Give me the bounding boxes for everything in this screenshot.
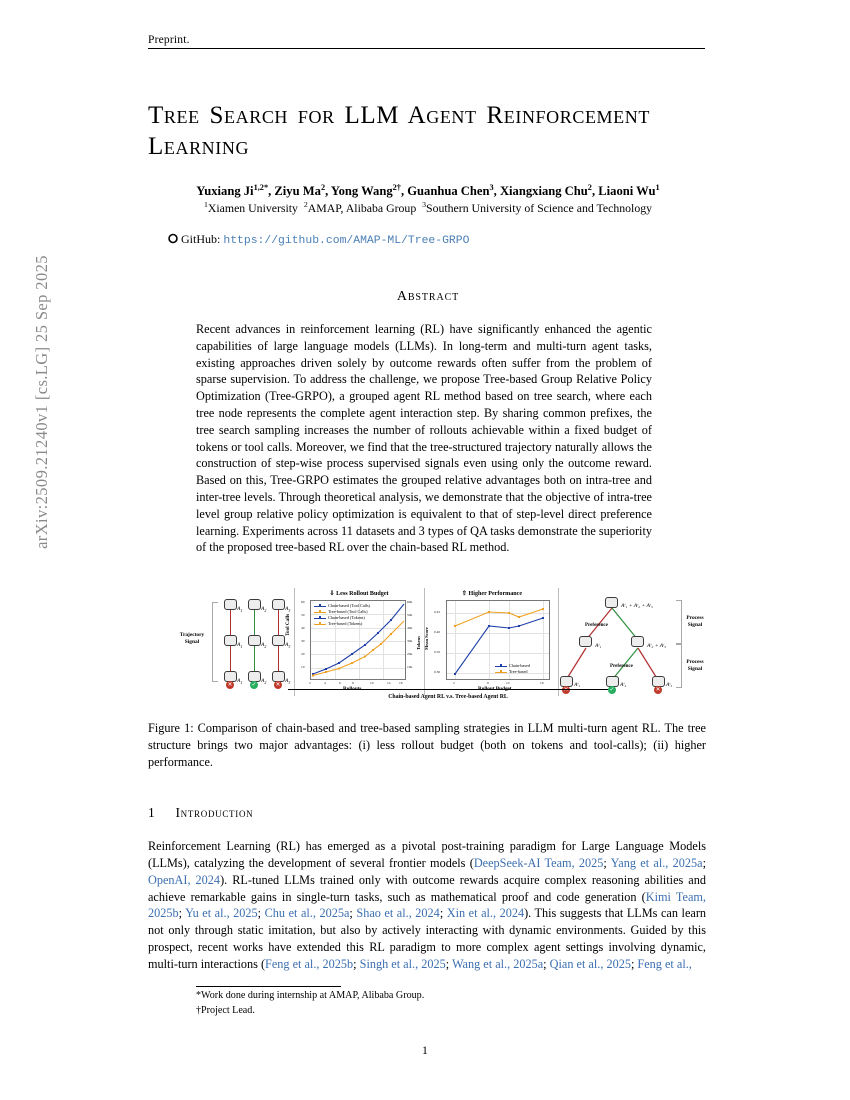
legend-marker xyxy=(319,604,322,607)
legend-label: Tree-based (Tokens) xyxy=(328,621,363,626)
github-line xyxy=(168,232,708,247)
citation-link[interactable]: Feng et al., 2025b xyxy=(265,956,354,971)
x-tick: 16 xyxy=(540,680,544,685)
section-heading xyxy=(148,805,706,821)
figure-caption: Figure 1: Comparison of chain-based and tree-based sampling strategies in LLM multi-turn agent RL. The tree structure brings two major advantages: (i) less rollout budget (both on tokens and tool-calls); (ii) higher performance. xyxy=(148,721,706,769)
chain-node xyxy=(272,635,285,646)
x-tick: 10 xyxy=(506,680,510,685)
chain-node xyxy=(224,599,237,610)
x-axis-label: Rollouts xyxy=(343,686,362,692)
x-tick: 4 xyxy=(324,680,326,685)
legend-label: Tree-based (Tool Calls) xyxy=(328,609,368,614)
intro-text-1: Reinforcement Learning (RL) has emerged as a pivotal post-training paradigm for Large Language Models (LLMs), catalyzing the development of several frontier models ( xyxy=(148,839,706,870)
legend-label: Chain-based (Tool Calls) xyxy=(328,603,371,608)
sep: ; xyxy=(178,906,186,921)
success-marker: ✓ xyxy=(251,681,257,688)
page-title: Tree Search for LLM Agent Reinforcement Learning xyxy=(148,102,650,160)
page-number: 1 xyxy=(422,1043,428,1057)
legend-label: Chain-based xyxy=(509,663,530,668)
chart-legend xyxy=(495,663,530,675)
chain-node-label: $A_1$ xyxy=(237,642,243,650)
y-tick: 0.30 xyxy=(434,670,441,674)
author-list xyxy=(148,183,708,201)
y-tick: 20 xyxy=(301,652,305,656)
y-tick: 0.40 xyxy=(434,630,441,634)
chain-node-label: $A_1$ xyxy=(237,606,243,614)
citation-link[interactable]: Kimi Team, 2025b xyxy=(148,889,706,921)
chain-node-label: $A_2$ xyxy=(261,678,267,686)
legend-item xyxy=(495,669,530,675)
legend-marker xyxy=(319,622,322,625)
process-signal-label-upper: Process Signal xyxy=(686,615,704,628)
chart-legend xyxy=(314,603,370,627)
footnote-1: *Work done during internship at AMAP, Alibaba Group. xyxy=(196,990,425,1001)
intro-paragraph xyxy=(148,838,706,973)
legend-label: Chain-based (Tokens) xyxy=(328,615,365,620)
y-tick: 0.35 xyxy=(434,650,441,654)
y-tick: 50 xyxy=(301,613,305,617)
tree-node-root-label: Aᵗ₁ + Aᵗ₂ + Aᵗ₃ xyxy=(621,603,653,609)
y2-tick: 10k xyxy=(407,665,413,669)
page-header xyxy=(148,34,705,49)
legend-marker xyxy=(500,670,503,673)
panel-divider xyxy=(558,588,559,696)
y2-axis-label: Tokens xyxy=(416,636,421,650)
tree-node-root xyxy=(605,597,618,608)
legend-label: Tree-based xyxy=(509,669,528,674)
tree-node-mid-right xyxy=(631,636,644,647)
legend-item xyxy=(314,621,370,627)
fail-marker: ✕ xyxy=(227,681,233,688)
chain-node-label: $A_3$ xyxy=(285,606,291,614)
x-tick: 6 xyxy=(339,680,341,685)
y-tick: 60 xyxy=(301,600,305,604)
y-tick: 40 xyxy=(301,626,305,630)
x-tick: 16 xyxy=(399,680,403,685)
github-label: GitHub: xyxy=(181,232,221,246)
arxiv-stamp: arXiv:2509.21240v1 [cs.LG] 25 Sep 2025 xyxy=(32,255,51,549)
y2-tick: 60k xyxy=(407,600,413,604)
citation-link[interactable]: Singh et al., 2025 xyxy=(359,956,446,971)
fail-marker: ✕ xyxy=(563,686,569,693)
y2-tick: 20k xyxy=(407,652,413,656)
footnote-2: †Project Lead. xyxy=(196,1004,255,1016)
trajectory-signal-label: Trajectory Signal xyxy=(179,632,205,645)
citation-link[interactable]: Chu et al., 2025a xyxy=(264,906,350,921)
chain-node xyxy=(272,599,285,610)
citation-link[interactable]: DeepSeek-AI Team, 2025 xyxy=(473,855,604,870)
sep: ; xyxy=(353,956,360,971)
abstract-text: Recent advances in reinforcement learning (RL) have significantly enhanced the agentic capabilities of large language models (LLMs). In long-term and multi-turn agent tasks, existing approaches driven solely by outcome rewards often suffer from the problem of sparse supervision. To address the challenge, we propose Tree-based Group Relative Policy Optimization (Tree-GRPO), a grouped agent RL method based on tree search, where each tree node represents the complete agent interaction step. By sharing common prefixes, the tree search sampling increases the number of rollouts achievable within a fixed budget of tokens or tool calls. Moreover, we find that the tree-structured trajectory naturally allows the construction of step-wise process supervised signals even using only the outcome reward. Based on this, Tree-GRPO estimates the grouped relative advantages both on intra-tree and inter-tree levels. Through theoretical analysis, we demonstrate that the objective of intra-tree level group relative policy optimization is equivalent to that of step-level direct preference learning. Experiments across 11 datasets and 3 types of QA tasks demonstrate the superiority of the proposed tree-based RL over the chain-based RL method. xyxy=(196,322,652,555)
sep: ; xyxy=(603,855,611,870)
success-marker: ✓ xyxy=(609,686,615,693)
tree-node-mid-right-label: Aᵗ₂ + Aᵗ₃ xyxy=(647,643,667,649)
x-tick: 8 xyxy=(487,680,489,685)
chain-node-label: $A_2$ xyxy=(261,606,267,614)
citation-link[interactable]: Shao et al., 2024 xyxy=(356,906,440,921)
abstract-heading: Abstract xyxy=(396,289,460,304)
tree-node-mid-left xyxy=(579,636,592,647)
citation-link[interactable]: Xin et al., 2024 xyxy=(446,906,525,921)
fail-marker: ✕ xyxy=(655,686,661,693)
citation-link[interactable]: OpenAI, 2024 xyxy=(148,872,221,887)
citation-link[interactable]: Qian et al., 2025 xyxy=(549,956,631,971)
chart-title: ⇧ Higher Performance xyxy=(461,591,523,597)
header-rule xyxy=(148,48,705,49)
legend-marker xyxy=(319,616,322,619)
github-icon: ⭘ xyxy=(168,232,179,246)
citation-link[interactable]: Yu et al., 2025 xyxy=(185,906,258,921)
legend-marker xyxy=(500,664,503,667)
figure-underline xyxy=(288,689,608,690)
sep: ; xyxy=(439,906,447,921)
github-link[interactable]: https://github.com/AMAP-ML/Tree-GRPO xyxy=(223,235,470,247)
tree-node-mid-left-label: Aᵗ₁ xyxy=(595,643,602,649)
y-tick: 30 xyxy=(301,639,305,643)
citation-link[interactable]: Yang et al., 2025a xyxy=(610,855,703,870)
tree-leaf-label: Aᵗ₁ xyxy=(574,682,581,688)
chain-node-label: $A_2$ xyxy=(261,642,267,650)
preference-label-lower: Preference xyxy=(610,664,633,669)
y-tick: 0.45 xyxy=(434,610,441,614)
x-tick: 8 xyxy=(352,680,354,685)
x-axis-label: Rollout Budget xyxy=(478,686,512,692)
tree-leaf-label: Aᵗ₃ xyxy=(666,682,673,688)
figure-1 xyxy=(179,588,706,710)
sep: ; xyxy=(543,956,550,971)
y2-tick: 40k xyxy=(407,626,413,630)
footnote-rule xyxy=(196,986,341,987)
intro-text-3: ). This suggests that LLMs can learn not only through static imitation, but also by actively interacting with dynamic environments. Guided by this prospect, recent works have extended this RL paradigm to more complex agent settings involving dynamic, multi-turn interactions ( xyxy=(148,906,707,971)
y-axis-label: Mean Score xyxy=(424,627,429,650)
performance-chart xyxy=(426,588,558,700)
down-arrow-icon: ⇩ xyxy=(329,591,335,597)
tree-leaf-label: Aᵗ₂ xyxy=(620,682,627,688)
chain-node xyxy=(224,635,237,646)
footnotes xyxy=(196,989,646,1018)
y2-tick: 50k xyxy=(407,613,413,617)
affiliations: $^1$Xiamen University $^2$AMAP, Alibaba Group $^3$Southern University of Science and Technology xyxy=(203,200,653,215)
y-axis-label: Tool Calls xyxy=(285,613,291,636)
x-tick: 10 xyxy=(370,680,374,685)
sep: ; xyxy=(702,855,706,870)
citation-link[interactable]: Feng et al., xyxy=(637,956,692,971)
x-tick: 2 xyxy=(453,680,455,685)
plot-area xyxy=(446,600,550,680)
y2-tick: 30k xyxy=(407,639,413,643)
y-tick: 10 xyxy=(301,665,305,669)
figure-subcaption: Chain-based Agent RL v.s. Tree-based Agent RL xyxy=(388,694,508,700)
chain-node xyxy=(248,599,261,610)
intro-text-2: ). RL-tuned LLMs trained only with outcome rewards acquire complex reasoning abilities and achieve remarkable gains in single-turn tasks, such as mathematical proof and code generation ( xyxy=(148,872,706,904)
sep: ; xyxy=(349,906,357,921)
trajectory-bracket xyxy=(212,602,218,682)
chain-node-label: $A_3$ xyxy=(285,642,291,650)
chain-node-label: $A_1$ xyxy=(237,678,243,686)
preference-label-upper: Preference xyxy=(585,623,608,628)
chain-diagram-panel xyxy=(179,588,294,700)
x-tick: 2 xyxy=(309,680,311,685)
author-names: Yuxiang $Ji^{1,2*}$, Ziyu Ma$^2$, Yong Wang$^{2\dagger}$, Guanhua Chen$^3$, Xiangxiang Chu$^2$, Liaoni Wu$^1$ xyxy=(196,182,660,198)
fail-marker: ✕ xyxy=(275,681,281,688)
plot-area xyxy=(310,600,406,680)
up-arrow-icon: ⇧ xyxy=(461,591,468,597)
chart-title: ⇩ Less Rollout Budget xyxy=(329,591,389,597)
section-title: Introduction xyxy=(175,805,254,820)
x-tick: 14 xyxy=(387,680,391,685)
citation-link[interactable]: Wang et al., 2025a xyxy=(451,956,544,971)
chain-node-label: $A_3$ xyxy=(285,678,291,686)
sep: ; xyxy=(445,956,452,971)
legend-marker xyxy=(319,610,322,613)
sep: ; xyxy=(630,956,638,971)
chain-node xyxy=(248,635,261,646)
sep: ; xyxy=(257,906,265,921)
section-number: 1 xyxy=(148,805,156,820)
process-signal-label-lower: Process Signal xyxy=(686,659,704,672)
tree-diagram-panel xyxy=(560,588,706,700)
preprint-label: Preprint. xyxy=(148,34,190,46)
